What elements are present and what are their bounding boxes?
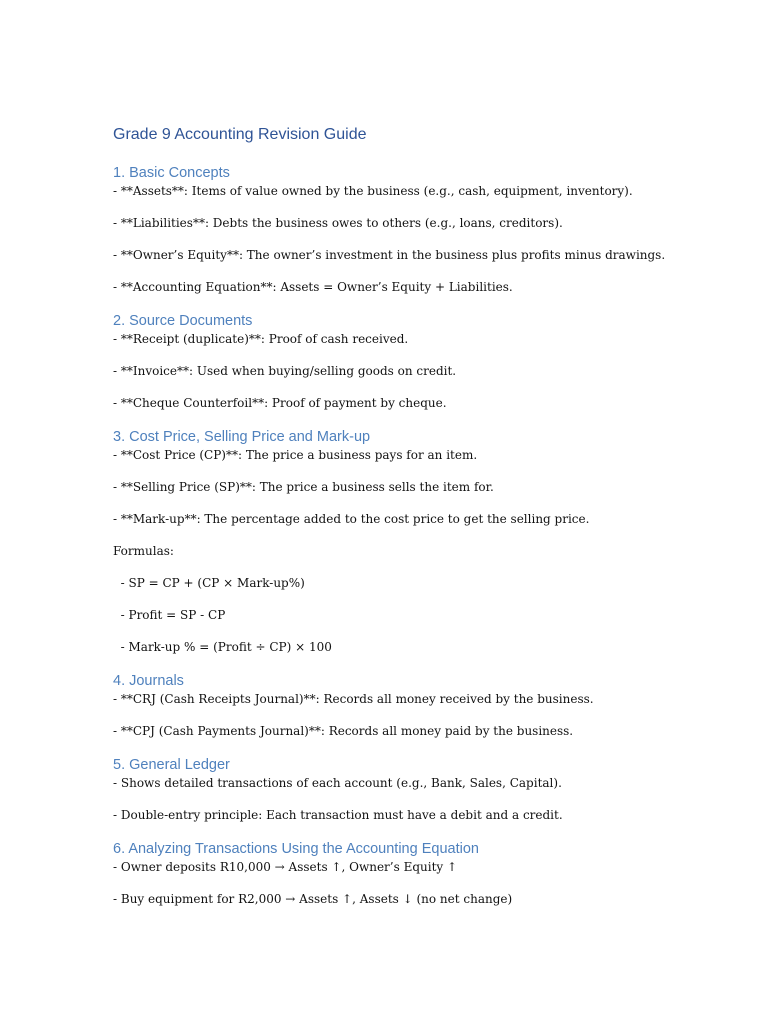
paragraph: - Owner deposits R10,000 → Assets ↑, Owner’s Equity ↑ bbox=[113, 860, 458, 874]
document-title: Grade 9 Accounting Revision Guide bbox=[113, 126, 367, 143]
paragraph: - Shows detailed transactions of each account (e.g., Bank, Sales, Capital). bbox=[113, 776, 562, 790]
section-heading: 2. Source Documents bbox=[113, 313, 253, 329]
paragraph: - **CPJ (Cash Payments Journal)**: Records all money paid by the business. bbox=[113, 724, 574, 738]
paragraph: - Double-entry principle: Each transaction must have a debit and a credit. bbox=[113, 808, 563, 822]
section-heading: 1. Basic Concepts bbox=[113, 165, 230, 181]
formula-line: - Profit = SP - CP bbox=[113, 608, 226, 622]
paragraph: - **Cheque Counterfoil**: Proof of payment by cheque. bbox=[113, 396, 447, 410]
section-journals bbox=[113, 671, 713, 740]
formulas-label: Formulas: bbox=[113, 544, 174, 558]
formula-line: - Mark-up % = (Profit ÷ CP) × 100 bbox=[113, 640, 332, 654]
section-basic-concepts bbox=[113, 163, 713, 296]
paragraph: - Buy equipment for R2,000 → Assets ↑, Assets ↓ (no net change) bbox=[113, 892, 513, 906]
section-cost-price bbox=[113, 427, 713, 656]
section-heading: 5. General Ledger bbox=[113, 757, 230, 773]
paragraph: - **Receipt (duplicate)**: Proof of cash received. bbox=[113, 332, 409, 346]
paragraph: - **Accounting Equation**: Assets = Owner’s Equity + Liabilities. bbox=[113, 280, 513, 294]
section-general-ledger bbox=[113, 755, 713, 824]
paragraph: - **Mark-up**: The percentage added to the cost price to get the selling price. bbox=[113, 512, 590, 526]
paragraph: - **Owner’s Equity**: The owner’s investment in the business plus profits minus drawings. bbox=[113, 248, 666, 262]
formula-line: - SP = CP + (CP × Mark-up%) bbox=[113, 576, 305, 590]
paragraph: - **Invoice**: Used when buying/selling goods on credit. bbox=[113, 364, 457, 378]
section-source-documents bbox=[113, 311, 713, 412]
paragraph: - **Selling Price (SP)**: The price a business sells the item for. bbox=[113, 480, 494, 494]
section-analyzing-transactions bbox=[113, 839, 713, 908]
document-page bbox=[113, 124, 713, 923]
paragraph: - **Assets**: Items of value owned by the business (e.g., cash, equipment, inventory). bbox=[113, 184, 633, 198]
section-heading: 4. Journals bbox=[113, 673, 184, 689]
section-heading: 3. Cost Price, Selling Price and Mark-up bbox=[113, 429, 371, 445]
paragraph: - **Cost Price (CP)**: The price a business pays for an item. bbox=[113, 448, 478, 462]
paragraph: - **Liabilities**: Debts the business owes to others (e.g., loans, creditors). bbox=[113, 216, 563, 230]
paragraph: - **CRJ (Cash Receipts Journal)**: Records all money received by the business. bbox=[113, 692, 594, 706]
section-heading: 6. Analyzing Transactions Using the Accounting Equation bbox=[113, 841, 479, 857]
